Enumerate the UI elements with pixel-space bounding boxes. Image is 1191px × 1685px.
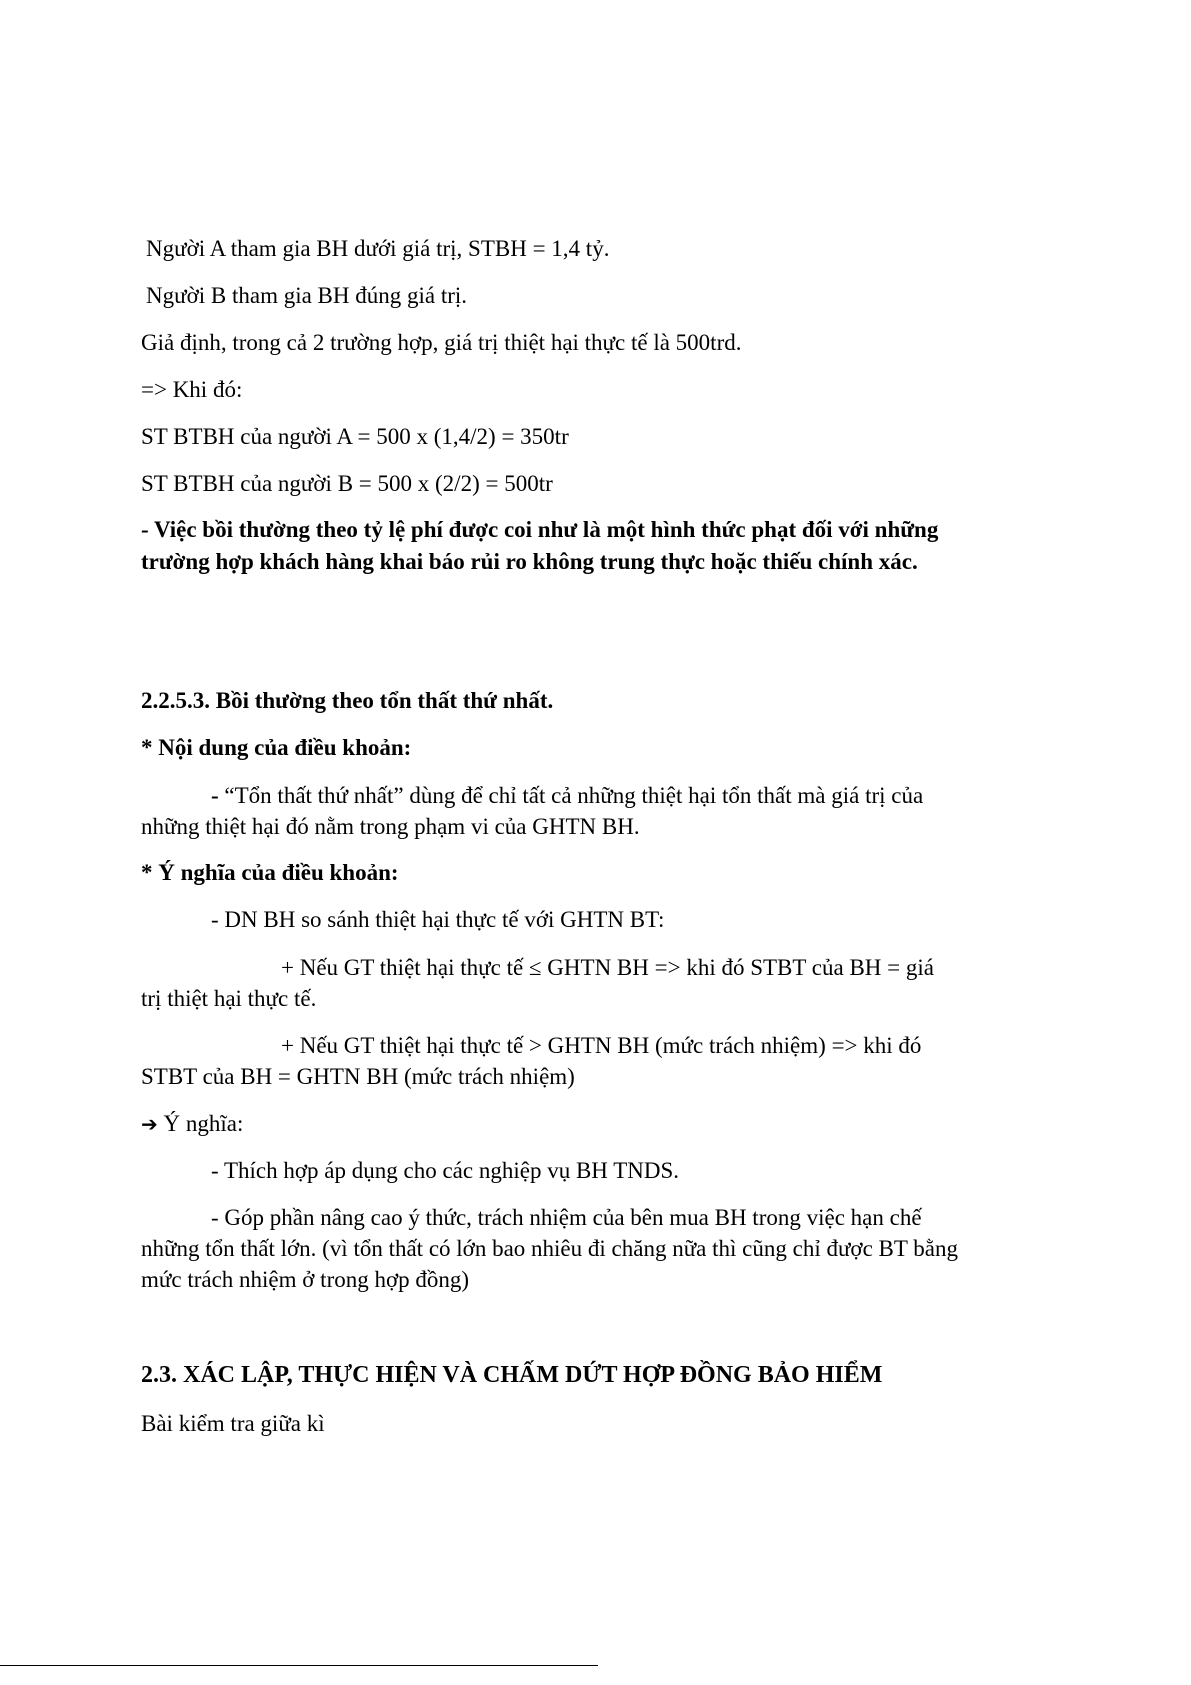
paragraph-assumption: Giả định, trong cả 2 trường hợp, giá trị thiệt hại thực tế là 500trd. [141, 330, 742, 355]
paragraph-penalty-line2: trường hợp khách hàng khai báo rủi ro không trung thực hoặc thiếu chính xác. [141, 549, 918, 574]
case1-line1: + Nếu GT thiệt hại thực tế ≤ GHTN BH => khi đó STBT của BH = giá [281, 955, 934, 980]
content-line2: những thiệt hại đó nằm trong phạm vi của GHTN BH. [141, 814, 640, 839]
meaning-label: * Ý nghĩa của điều khoản: [141, 860, 399, 885]
paragraph-then: => Khi đó: [141, 377, 243, 402]
paragraph-calc-a: ST BTBH của người A = 500 x (1,4/2) = 350tr [141, 424, 569, 449]
case2-line1: + Nếu GT thiệt hại thực tế > GHTN BH (mức trách nhiệm) => khi đó [281, 1033, 922, 1058]
arrow-right-icon: ➔ [141, 1112, 158, 1136]
meaning-point-2-line3: mức trách nhiệm ở trong hợp đồng) [141, 1267, 470, 1292]
footnote-divider [0, 1665, 598, 1666]
meaning-text: Ý nghĩa: [163, 1111, 244, 1136]
paragraph-person-a: Người A tham gia BH dưới giá trị, STBH = 1,4 tỷ. [146, 236, 610, 261]
content-text: “Tổn thất thứ nhất” dùng để chỉ tất cả những thiệt hại tổn thất mà giá trị của [218, 783, 924, 808]
meaning-point-1: - Thích hợp áp dụng cho các nghiệp vụ BH TNDS. [211, 1158, 680, 1183]
compare-line: - DN BH so sánh thiệt hại thực tế với GHTN BT: [211, 907, 665, 932]
paragraph-penalty-line1: - Việc bồi thường theo tỷ lệ phí được coi như là một hình thức phạt đối với những [141, 517, 939, 542]
paragraph-person-b: Người B tham gia BH đúng giá trị. [146, 283, 468, 308]
meaning-point-2-line2: những tổn thất lớn. (vì tổn thất có lớn bao nhiêu đi chăng nữa thì cũng chỉ được BT bằng [141, 1236, 958, 1261]
paragraph-calc-b: ST BTBH của người B = 500 x (2/2) = 500tr [141, 471, 553, 496]
meaning-point-2-line1: - Góp phần nâng cao ý thức, trách nhiệm của bên mua BH trong việc hạn chế [211, 1205, 922, 1230]
case1-line2: trị thiệt hại thực tế. [141, 986, 317, 1011]
content-line1 [211, 781, 923, 811]
section-heading-2-3: 2.3. XÁC LẬP, THỰC HIỆN VÀ CHẤM DỨT HỢP ĐỒNG BẢO HIỂM [141, 1362, 883, 1388]
content-dash: - [211, 783, 219, 808]
section-heading-2-2-5-3: 2.2.5.3. Bồi thường theo tổn thất thứ nhất. [141, 688, 554, 713]
midterm-note: Bài kiểm tra giữa kì [141, 1411, 325, 1436]
case2-line2: STBT của BH = GHTN BH (mức trách nhiệm) [141, 1064, 575, 1089]
meaning-line [141, 1109, 243, 1139]
content-label: * Nội dung của điều khoản: [141, 735, 412, 760]
